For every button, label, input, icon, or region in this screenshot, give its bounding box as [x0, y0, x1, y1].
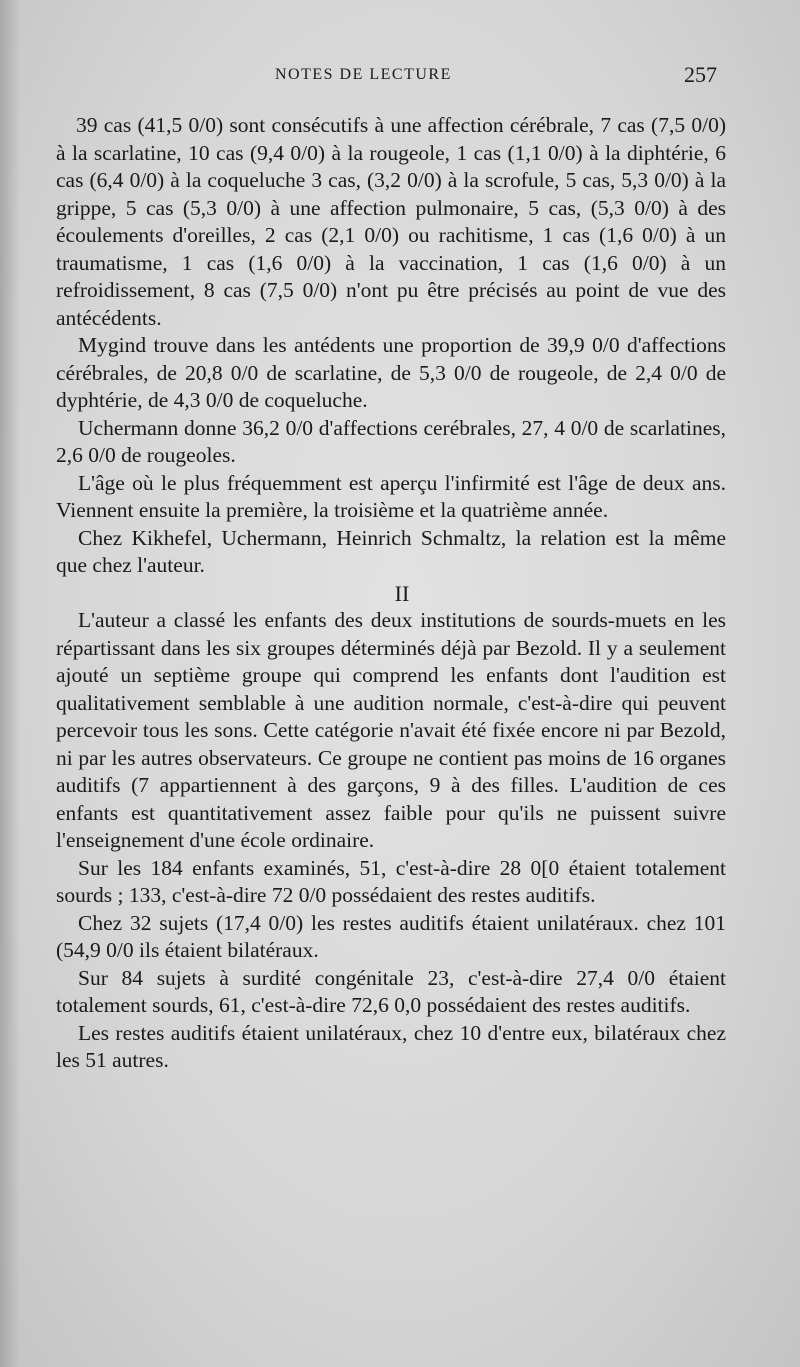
running-head	[0, 62, 800, 92]
paragraph: L'âge où le plus fréquemment est aperçu l'infirmité est l'âge de deux ans. Viennent ensuite la première, la troisième et la quatrième année.	[56, 470, 726, 522]
paragraph: Chez 32 sujets (17,4 0/0) les restes auditifs étaient unilatéraux. chez 101 (54,9 0/0 ils étaient bilatéraux.	[56, 910, 726, 962]
paragraph: Uchermann donne 36,2 0/0 d'affections cerébrales, 27, 4 0/0 de scarlatines, 2,6 0/0 de rougeoles.	[56, 415, 726, 467]
running-title: NOTES DE LECTURE	[275, 66, 452, 83]
spine-shadow	[0, 0, 20, 1367]
paragraph: L'auteur a classé les enfants des deux institutions de sourds-muets en les répartissant dans les six groupes déterminés déjà par Bezold. Il y a seulement ajouté un septième groupe qui comprend les enfants dont l'audition est qualitativement semblable à une audition normale, c'est-à-dire qui peuvent percevoir tous les sons. Cette catégorie n'avait été fixée encore ni par Bezold, ni par les autres observateurs. Ce groupe ne contient pas moins de 16 organes auditifs (7 appartiennent à des garçons, 9 à des filles. L'audition de ces enfants est quantitativement assez faible pour qu'ils ne puissent suivre l'enseignement d'une école ordinaire.	[56, 608, 726, 852]
section-heading: II	[394, 580, 410, 606]
paragraph: Mygind trouve dans les antédents une proportion de 39,9 0/0 d'affections cérébrales, de 20,8 0/0 de scarlatine, de 5,3 0/0 de rougeole, de 2,4 0/0 de dyphtérie, de 4,3 0/0 de coqueluche.	[56, 333, 726, 412]
page-number: 257	[684, 62, 717, 87]
paragraph: Sur 84 sujets à surdité congénitale 23, c'est-à-dire 27,4 0/0 étaient totalement sourds, 61, c'est-à-dire 72,6 0,0 possédaient des restes auditifs.	[56, 965, 726, 1017]
paragraph: 39 cas (41,5 0/0) sont consécutifs à une affection cérébrale, 7 cas (7,5 0/0) à la scarlatine, 10 cas (9,4 0/0) à la rougeole, 1 cas (1,1 0/0) à la diphtérie, 6 cas (6,4 0/0) à la coqueluche 3 cas, (3,2 0/0) à la scrofule, 5 cas, 5,3 0/0) à la grippe, 5 cas (5,3 0/0) à une affection pulmonaire, 5 cas, (5,3 0/0) à des écoulements d'oreilles, 2 cas (2,1 0/0) ou rachitisme, 1 cas (1,6 0/0) à un traumatisme, 1 cas (1,6 0/0) à la vaccination, 1 cas (1,6 0/0) à un refroidissement, 8 cas (7,5 0/0) n'ont pu être précisés au point de vue des antécédents.	[56, 113, 726, 330]
paragraph: Sur les 184 enfants examinés, 51, c'est-à-dire 28 0[0 étaient totalement sourds ; 133, c'est-à-dire 72 0/0 possédaient des restes auditifs.	[56, 855, 726, 907]
paragraph: Chez Kikhefel, Uchermann, Heinrich Schmaltz, la relation est la même que chez l'auteur.	[56, 525, 726, 577]
body-text	[56, 112, 726, 1075]
paragraph: Les restes auditifs étaient unilatéraux, chez 10 d'entre eux, bilatéraux chez les 51 autres.	[56, 1020, 726, 1072]
